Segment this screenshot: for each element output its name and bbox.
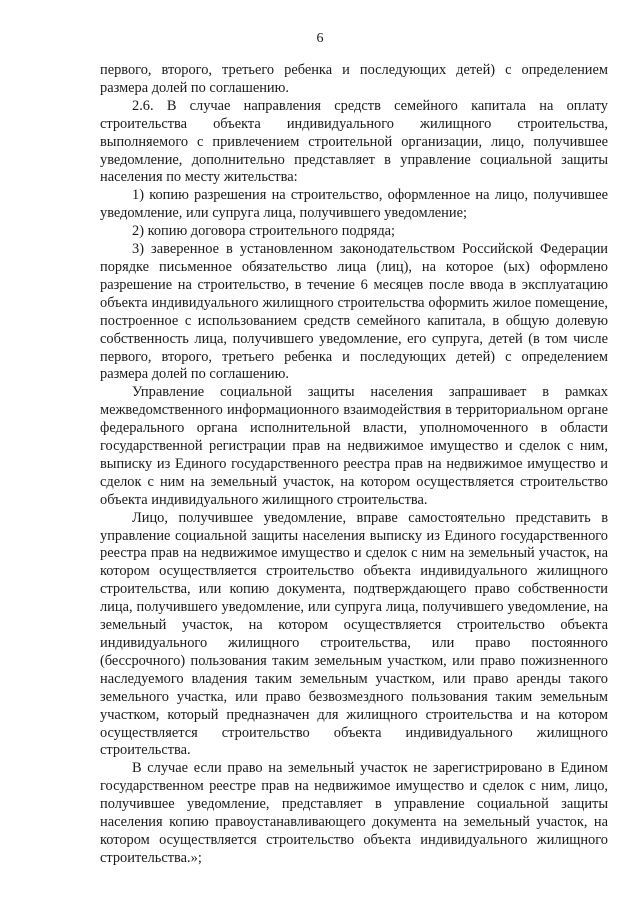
page-number: 6 [316,31,324,46]
paragraph-request: Управление социальной защиты населения запрашивает в рамках межведомственного информационного взаимодействия в территориальном органе федерального органа исполнительной власти, уполномоченного в области государственной регистрации прав на недвижимое имущество и сделок с ним, выписку из Единого государственного реестра прав на недвижимое имущество и сделок с ним на земельный участок, на котором осуществляется строительство объекта индивидуального жилищного строительства. [100,384,608,508]
paragraph-self-submission: Лицо, получившее уведомление, вправе самостоятельно представить в управление социальной защиты населения выписку из Единого государственного реестра прав на недвижимое имущество и сделок с ним на земельный участок, на котором осуществляется строительство объекта индивидуального жилищного строительства, или копию документа, подтверждающего право собственности лица, получившего уведомление, или супруга лица, получившего уведомление, на земельный участок, на котором осуществляется строительство объекта индивидуального жилищного строительства, или право постоянного (бессрочного) пользования таким земельным участком, или право пожизненного наследуемого владения таким земельным участком, или право аренды такого земельного участка, или право безвозмездного пользования таким земельным участком, который предназначен для жилищного строительства и на котором осуществляется строительство объекта индивидуального жилищного строительства. [100,509,608,759]
document-body [100,62,608,868]
list-item-2: 2) копию договора строительного подряда; [132,223,396,240]
list-item-3: 3) заверенное в установленном законодательством Российской Федерации порядке письменное обязательство лица (лиц), на которое (ых) оформлено разрешение на строительство, в течение 6 месяцев после ввода в эксплуатацию объекта индивидуального жилищного строительства оформить жилое помещение, построенное с использованием средств семейного капитала, в общую долевую собственность лица, получившего уведомление, его супруга, детей (в том числе первого, второго, третьего ребенка и последующих детей) с определением размера долей по соглашению. [100,241,608,383]
paragraph-unregistered-right: В случае если право на земельный участок не зарегистрировано в Едином государственном реестре прав на недвижимое имущество и сделок с ним, лицо, получившее уведомление, представляет в управление социальной защиты населения копию правоустанавливающего документа на земельный участок, на котором осуществляется строительство объекта индивидуального жилищного строительства.»; [100,760,608,866]
paragraph-section-2-6: 2.6. В случае направления средств семейного капитала на оплату строительства объекта индивидуального жилищного строительства, выполняемого с привлечением строительной организации, лицо, получившее уведомление, дополнительно представляет в управление социальной защиты населения по месту жительства: [100,97,608,186]
paragraph-continuation: первого, второго, третьего ребенка и последующих детей) с определением размера долей по соглашению. [100,62,608,96]
list-item-1: 1) копию разрешения на строительство, оформленное на лицо, получившее уведомление, или супруга лица, получившего уведомление; [100,187,608,222]
